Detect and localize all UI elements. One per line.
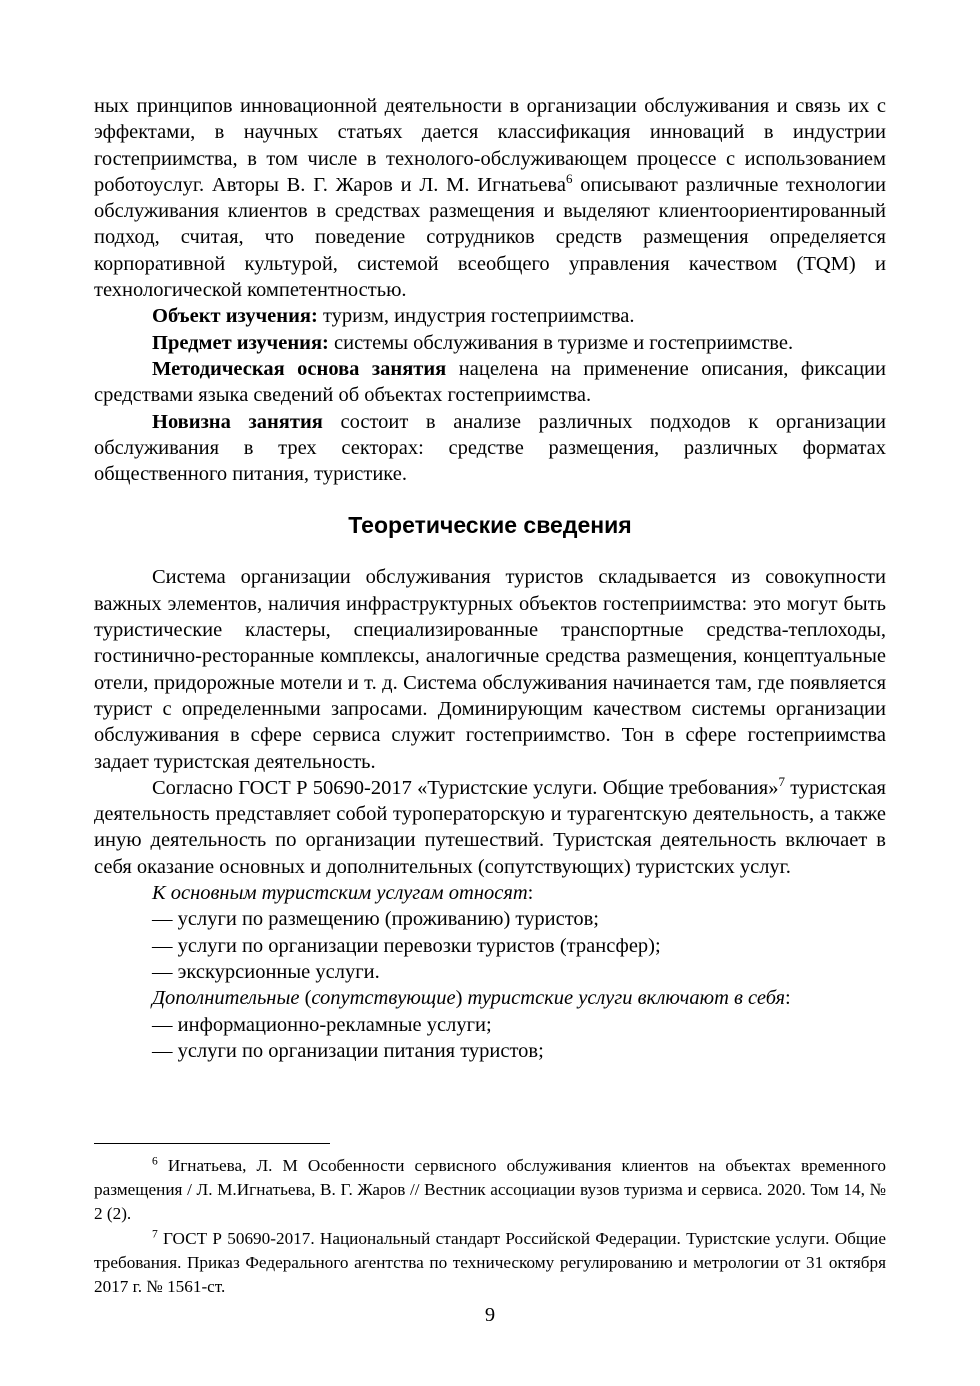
method-paragraph <box>94 356 886 409</box>
additional-services-heading <box>94 985 886 1011</box>
section-title: Теоретические сведения <box>348 512 632 539</box>
para2-text-end: туристская деятельность представляет собой туроператорскую и турагентскую деятельность, а также иную деятельность по организации путешествий. Туристская деятельность включает в себя оказание основных и дополнительных (сопутствующих) туристских услуг. <box>94 776 886 878</box>
footnote-7 <box>94 1227 886 1300</box>
list-item: — экскурсионные услуги. <box>152 960 380 983</box>
footnote-text: Игнатьева, Л. М Особенности сервисного обслуживания клиентов на объектах временного размещения / Л. М.Игнатьева, В. Г. Жаров // Вестник ассоциации вузов туризма и сервиса. 2020. Том 14, № 2 (2). <box>94 1156 886 1224</box>
basic-services-heading <box>94 880 886 906</box>
list-item: — информационно-рекламные услуги; <box>152 1013 492 1036</box>
additional-heading-colon: : <box>785 987 791 1010</box>
object-paragraph <box>94 303 886 329</box>
page-body <box>94 93 886 1064</box>
basic-heading-text: К основным туристским услугам относят <box>152 882 528 905</box>
intro-paragraph <box>94 93 886 303</box>
intro-text-end: описывают различные технологии обслуживания клиентов в средствах размещения и выделяют клиентоориентированный подход, считая, что поведение сотрудников средств размещения определяется корпоративной культурой, системой всеобщего управления качеством (TQM) и технологической компетентностью. <box>94 173 886 302</box>
theory-paragraph-2 <box>94 775 886 880</box>
page-number: 9 <box>484 1304 496 1326</box>
additional-heading-part: ) <box>455 987 468 1010</box>
footnote-ref-7[interactable]: 7 <box>778 774 785 789</box>
para2-text-start: Согласно ГОСТ Р 50690-2017 «Туристские услуги. Общие требования» <box>152 776 779 799</box>
footnotes <box>94 1154 886 1299</box>
footnote-6 <box>94 1154 886 1227</box>
additional-heading-part: Дополнительные <box>152 987 300 1010</box>
novelty-paragraph <box>94 409 886 488</box>
footnote-separator <box>94 1143 330 1144</box>
footnote-text: ГОСТ Р 50690-2017. Национальный стандарт Российской Федерации. Туристские услуги. Общие требования. Приказ Федерального агентства по техническому регулированию и метрологии от 31 октября 2017 г. № 1561-ст. <box>94 1228 886 1297</box>
list-item: — услуги по организации перевозки туристов (трансфер); <box>152 934 661 957</box>
list-item: — услуги по размещению (проживанию) туристов; <box>152 908 600 931</box>
footnote-number: 6 <box>152 1155 158 1168</box>
subject-paragraph <box>94 330 886 356</box>
intro-text-start: ных принципов инновационной деятельности в организации обслуживания и связь их с эффектами, в научных статьях дается классификация инноваций в индустрии гостеприимства, в том числе в технолого-обслуживающем процессе с использованием роботоуслуг. Авторы В. Г. Жаров и Л. М. Игнатьева <box>94 95 886 196</box>
additional-heading-part: сопутствующие <box>311 987 456 1010</box>
list-item: — услуги по организации питания туристов; <box>152 1039 544 1062</box>
footnote-ref-6[interactable]: 6 <box>565 171 573 187</box>
additional-heading-part: туристские услуги включают в себя <box>467 987 786 1010</box>
subject-text: системы обслуживания в туризме и гостеприимстве. <box>328 331 794 354</box>
theory-paragraph-1: Система организации обслуживания туристов складывается из совокупности важных элементов, наличия инфраструктурных объектов гостеприимства: это могут быть туристические кластеры, специализированные транспортные средства-теплоходы, гостинично-ресторанные комплексы, аналогичные средства размещения, концептуальные отели, придорожные мотели и т. д. Система обслуживания начинается там, где появляется турист с определенными запросами. Доминирующим качеством системы организации обслуживания в сфере сервиса служит гостеприимство. Тон в сфере гостеприимства задает туристская деятельность. <box>94 566 886 773</box>
novelty-text: состоит в анализе различных подходов к организации обслуживания в трех секторах: средстве размещения, различных форматах общественного питания, туристике. <box>94 410 886 486</box>
novelty-label: Новизна занятия <box>152 410 323 433</box>
footnote-number: 7 <box>152 1227 158 1240</box>
object-label: Объект изучения: <box>152 305 318 328</box>
object-text: туризм, индустрия гостеприимства. <box>317 305 635 328</box>
method-label: Методическая основа занятия <box>152 357 447 380</box>
subject-label: Предмет изучения: <box>152 331 329 354</box>
basic-heading-colon: : <box>527 882 534 905</box>
additional-heading-part: ( <box>299 987 312 1010</box>
method-text: нацелена на применение описания, фиксации средствами языка сведений об объектах гостеприимства. <box>94 357 886 407</box>
